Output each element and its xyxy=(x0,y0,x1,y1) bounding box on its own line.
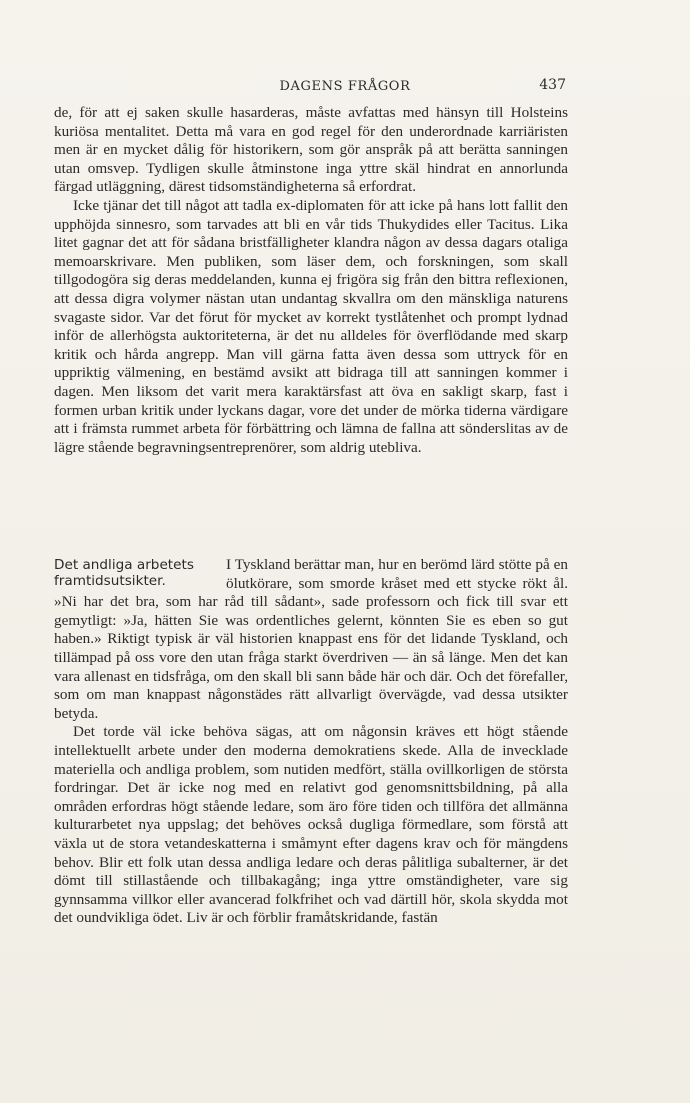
section-sidenote-heading: Det andliga arbetets framtidsutsikter. xyxy=(54,557,194,590)
section-2-body xyxy=(54,556,568,928)
running-title: DAGENS FRÅGOR xyxy=(279,79,411,94)
paragraph: I Tyskland berättar man, hur en berömd lärd stötte på en ölutkörare, som smorde kråset med ett stycke rökt ål. »Ni har det bra, som har råd till sådant», sade professorn och fick till svar ett gemytligt: »Ja, hätten Sie was ordentliches gelernt, könnten Sie es eben so gut haben.» Riktigt typisk är väl historien knappast ens för det lidande Tyskland, och tillämpad på oss vore den utan fråga starkt överdriven — än så länge. Men det kan vara allenast en tidsfråga, om den skall bli sann både här och där. Och det förefaller, som om man knappast någonstädes rätt allvarligt övervägde, vad dessa utsikter betyda. xyxy=(54,556,568,722)
paragraph-continued: de, för att ej saken skulle hasarderas, måste avfattas med hänsyn till Holsteins kuriösa mentalitet. Detta må vara en god regel för den underordnade karriäristen men är en mycket dålig för historikern, som gör anspråk på att berätta sanningen utan omsvep. Tydligen skulle åtminstone inga yttre skäl hindrat en annorlunda färgad utläggning, därest tidsomständigheterna så erfordrat. xyxy=(54,104,568,196)
paragraph: Icke tjänar det till något att tadla ex-diplomaten för att icke på hans lott fallit den upphöjda sinnesro, som tarvades att bli en vår tids Thukydides eller Tacitus. Lika litet gagnar det att för sådana bristfälligheter klandra någon av dessa dagars otaliga memoarskrivare. Men publiken, som läser dem, och forskningen, som skall tillgodogöra sig deras meddelanden, kunna ej frigöra sig från den bittra reflexionen, att dessa digra volymer nästan utan undantag skvallra om den mänskliga naturens svagaste sidor. Var det förut för mycket av korrekt tystlåtenhet och prompt lydnad inför de allerhögsta auktoriteterna, är det nu alldeles för överflödande med skarp kritik och hårda angrepp. Man vill gärna fatta även dessa som uttryck för en uppriktig välmening, en bestämd avsikt att bidraga till att sanningen kommer i dagen. Men liksom det varit mera karaktärsfast att öva en sakligt skarp, fast i formen urban kritik under lyckans dagar, vore det under de mörka tiderna värdigare att i främsta rummet arbeta för förbättring och lämna de fallna att sönderslitas av de lägre stående begravningsentreprenörer, som aldrig utebliva. xyxy=(54,196,568,456)
paragraph: Det torde väl icke behöva sägas, att om någonsin kräves ett högt stående intellektuellt arbete under den moderna demokratiens skede. Alla de invecklade materiella och andliga problem, som nutiden medfört, ställa ovillkorligen de största fordringar. Det är icke nog med en relativt god genomsnittsbildning, på alla områden erfordras högt stående ledare, som äro före tiden och tillföra det allmänna kulturarbetet nya uppslag; det behöves också dugliga förmedlare, som förstå att växla ut de stora vetandeskatterna i småmynt efter dagens krav och för mängdens behov. Blir ett folk utan dessa andliga ledare och deras pålitliga subalterner, är det dömt till stillastående och tillbakagång; inga yttre omständigheter, vare sig gynnsamma villkor eller avancerad folkfrihet och vad därtill hör, skola skydda mot det oundvikliga ödet. Liv är och förblir framåtskridande, fastän xyxy=(54,723,568,927)
section-1-body xyxy=(54,104,568,457)
running-head xyxy=(0,77,690,97)
page-number: 437 xyxy=(539,77,566,93)
